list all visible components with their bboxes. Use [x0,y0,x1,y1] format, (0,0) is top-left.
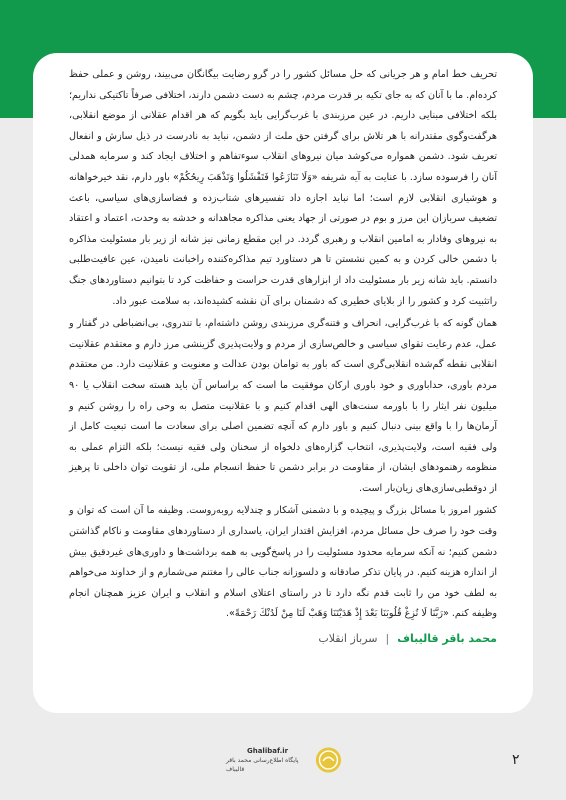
page-number: ۲ [512,752,520,768]
letter-card [33,53,533,713]
signature-title: سرباز انقلاب [318,632,378,646]
signature-line [69,629,497,649]
signature-name: محمد باقر قالیباف [397,632,497,646]
paragraph-1: تحریف خط امام و هر جریانی که حل مسائل کشور را در گرو رضایت بیگانگان می‌بیند، روشن و عملی حفظ کرده‌ام. ما با آنان که به جای تکیه بر قدرت مردم، چشم به دست دشمن دارند، اختلافی صرفاً تاکتیکی نداریم؛ بلکه اختلافی مبنایی داریم. در عین مرزبندی با غرب‌گرایی باید بگویم که هر اقدام عقلانی از موضع انقلابی، هرگفت‌وگوی مقتدرانه با هر تلاش برای گرفتن حق ملت از دشمن، نباید به نادرست در ذیل سازش و انفعال تعریف شود. دشمن همواره می‌کوشد میان نیروهای انقلاب سوءتفاهم و اختلاف ایجاد کند و سرمایه همدلی آنان را فرسوده سازد. با عنایت به آیه شریفه «وَلَا تَنَازَعُوا فَتَفْشَلُوا وَتَذْهَبَ رِيحُكُمْ» باور دارم، نقد خیرخواهانه و هوشیاری انقلابی لازم است؛ اما نباید اجازه داد تفسیرهای شتاب‌زده و فضاسازی‌های سیاسی، باعث تضعیف سربازان این مرز و بوم در صورتی از جهاد یعنی مذاکره مجاهدانه و خدشه به وحدت، اعتماد و اعتقاد به نیروهای وفادار به امامین انقلاب و رهبری گردد. در این مقطع زمانی نیز شانه از زیر بار مسئولیت مذاکره با دشمن خالی کردن و به کمین نشستن تا هر دستاورد تیم مذاکره‌کننده راخبانت نامیدن، عین عافیت‌طلبی دانستم. باید شانه زیر بار مسئولیت داد از ابزارهای قدرت حراست و حفاظت کرد تا بتوانیم دستاوردهای جنگ راتثبیت کرد و کشور را از بلایای خطیری که دشمنان برای آن نقشه کشیده‌اند، به سلامت عبور داد. [69,69,497,307]
ghalibaf-logo-icon [315,745,342,775]
logo-text-block [226,747,309,774]
signature-separator: | [385,632,390,646]
footer-logo[interactable] [226,744,342,776]
logo-caption: پایگاه اطلاع‌رسانی محمد باقر قالیباف [226,756,299,773]
paragraph-2: همان گونه که با غرب‌گرایی، انحراف و فتنه‌گری مرزبندی روشن داشته‌ام، با تندروی، بی‌انضباطی در گفتار و عمل، عدم رعایت تقوای سیاسی و خالص‌سازی از مردم و ولایت‌پذیری گزینشی مرز دارم و معتقدم عقلانیت انقلابی نقطه گم‌شده انقلابی‌گری است که باور به توامان بودن عدالت و معنویت و عقلانیت دارد. من معتقدم مردم باوری، حداباوری و خود باوری ارکان موفقیت ما است که براساس آن باید هسته سخت انقلاب یا ۹۰ میلیون نفر ایثار را با باورمه سنت‌های الهی اقدام کنیم و با عقلانیت متصل به وحی راه را روشن کنیم و آرمان‌ها را با واقع بینی دنبال کنیم و باور دارم که آنچه تضمین اصلی برای سعادت ما است تبعیت کامل از ولی فقیه است، ولایت‌پذیری، انتخاب گزاره‌های دلخواه از سخنان ولی فقیه نیست؛ بلکه التزام عملی به منظومه رهنمودهای ایشان، از مقاومت در برابر دشمن تا حفظ انسجام ملی، از تقویت توان داخلی تا پرهیز از دوقطبی‌سازی‌های زیان‌بار است. [69,318,497,494]
logo-site-text: Ghalibaf.ir [246,746,289,755]
paragraph-3: کشور امروز با مسائل بزرگ و پیچیده و با دشمنی آشکار و چندلایه روبه‌روست. وظیفه ما آن است که توان و وقت خود را صرف حل مسائل مردم، افزایش اقتدار ایران، یاسداری از دستاوردهای مقاومت و ناکام گذاشتن دشمن کنیم؛ نه آنکه سرمایه محدود مسئولیت را در پاسخ‌گویی به همه برداشت‌ها و داوری‌های غیردقیق بیش از اندازه هزینه کنیم. در پایان تذکر صادقانه و دلسوزانه جناب عالی را مغتنم می‌شمارم و از خداوند می‌خواهم به لطف خود من را ثابت قدم نگه دارد تا در راستای اعتلای اسلام و انقلاب و ایران عزیز همچنان انجام وظیفه کنم. «رَبَّنَا لَا تُزِغْ قُلُوبَنَا بَعْدَ إِذْ هَدَيْتَنَا وَهَبْ لَنَا مِنْ لَدُنْكَ رَحْمَةً». [69,505,497,620]
